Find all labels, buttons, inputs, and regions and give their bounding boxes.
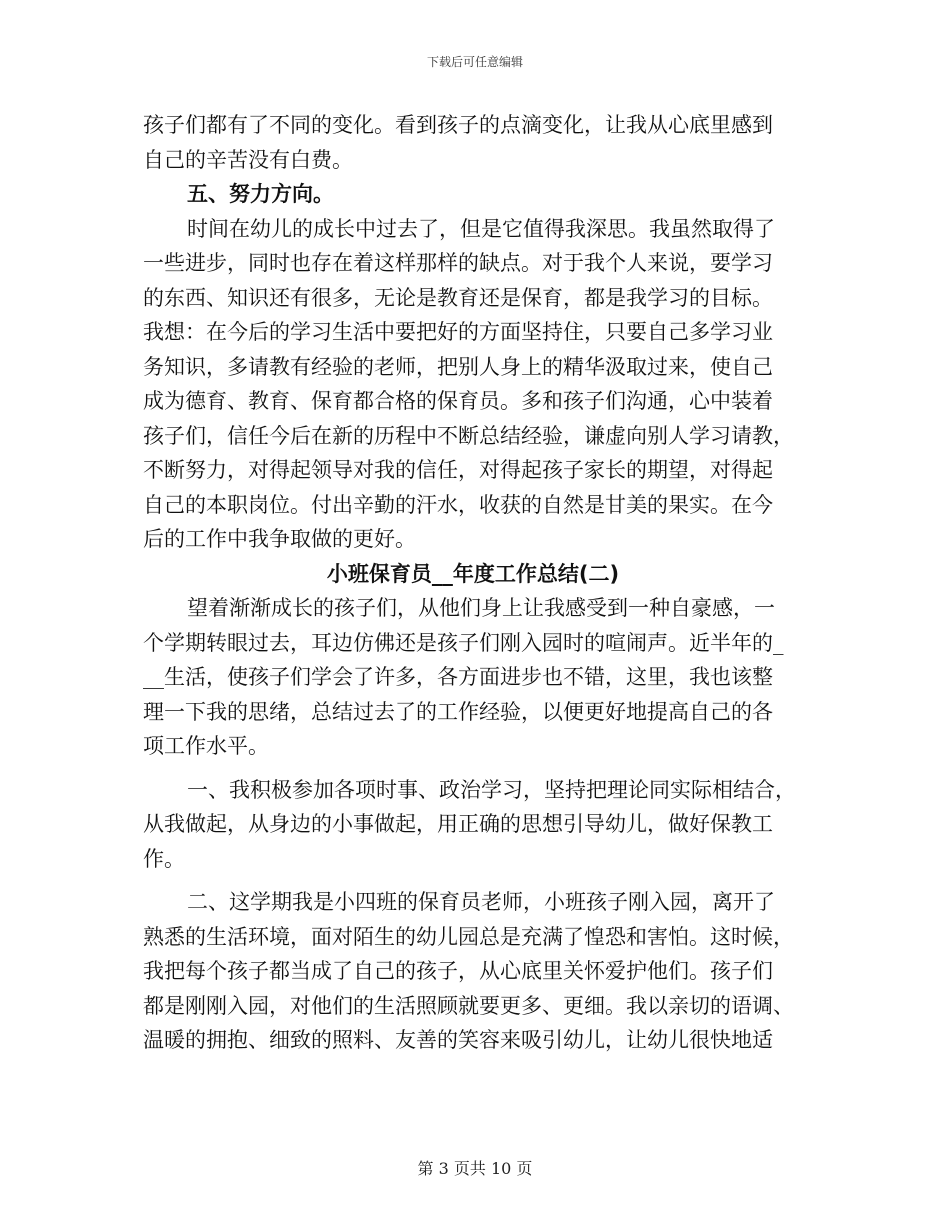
page-footer: 第 3 页共 10 页 (417, 1159, 533, 1178)
text-line: 自己的本职岗位。付出辛勤的汗水，收获的自然是甘美的果实。在今 (143, 492, 773, 517)
text-line: 从我做起，从身边的小事做起，用正确的思想引导幼儿，做好保教工 (143, 812, 773, 836)
text-line: 孩子们，信任今后在新的历程中不断总结经验，谦虚向别人学习请教， (143, 423, 794, 448)
text-line: 后的工作中我争取做的更好。 (143, 527, 416, 551)
text-line: 项工作水平。 (143, 734, 269, 758)
text-line: 一些进步，同时也存在着这样那样的缺点。对于我个人来说，要学习 (143, 251, 773, 275)
text-line: 望着渐渐成长的孩子们，从他们身上让我感受到一种自豪感，一 (187, 596, 775, 620)
text-line: 我把每个孩子都当成了自己的孩子，从心底里关怀爱护他们。孩子们 (143, 959, 773, 983)
page-header: 下载后可任意编辑 (426, 55, 523, 69)
text-line: 作。 (143, 846, 185, 871)
text-line: 成为德育、教育、保育都合格的保育员。多和孩子们沟通，心中装着 (143, 389, 773, 413)
paragraph-gap (143, 876, 803, 885)
text-line: 自己的辛苦没有白费。 (143, 147, 353, 172)
text-line: 时间在幼儿的成长中过去了，但是它值得我深思。我虽然取得了 (187, 216, 775, 241)
paragraph-gap (143, 764, 803, 773)
text-line: 我想：在今后的学习生活中要把好的方面坚持住，只要自己多学习业 (143, 320, 773, 344)
document-body (143, 108, 803, 1058)
text-line: 温暖的拥抱、细致的照料、友善的笑容来吸引幼儿，让幼儿很快地适 (143, 1028, 773, 1052)
text-line: 不断努力，对得起领导对我的信任，对得起孩子家长的期望，对得起 (143, 458, 773, 482)
text-line: 理一下我的思绪，总结过去了的工作经验，以便更好地提高自己的各 (143, 699, 773, 724)
text-line: 熟悉的生活环境，面对陌生的幼儿园总是充满了惶恐和害怕。这时候， (143, 924, 794, 949)
text-line: __生活，使孩子们学会了许多，各方面进步也不错，这里，我也该整 (143, 665, 773, 689)
section-title: 小班保育员__年度工作总结(二) (326, 561, 620, 586)
text-line: 务知识，多请教有经验的老师，把别人身上的精华汲取过来，使自己 (143, 354, 773, 379)
text-line: 都是刚刚入园，对他们的生活照顾就要更多、更细。我以亲切的语调、 (143, 993, 794, 1018)
text-line: 一、我积极参加各项时事、政治学习，坚持把理论同实际相结合， (187, 777, 796, 802)
section-heading: 五、努力方向。 (187, 181, 334, 206)
text-line: 的东西、知识还有很多，无论是教育还是保育，都是我学习的目标。 (143, 285, 773, 310)
text-line: 个学期转眼过去，耳边仿佛还是孩子们刚入园时的喧闹声。近半年的_ (143, 630, 784, 655)
text-line: 孩子们都有了不同的变化。看到孩子的点滴变化，让我从心底里感到 (143, 113, 773, 137)
text-line: 二、这学期我是小四班的保育员老师，小班孩子刚入园，离开了 (187, 890, 775, 914)
